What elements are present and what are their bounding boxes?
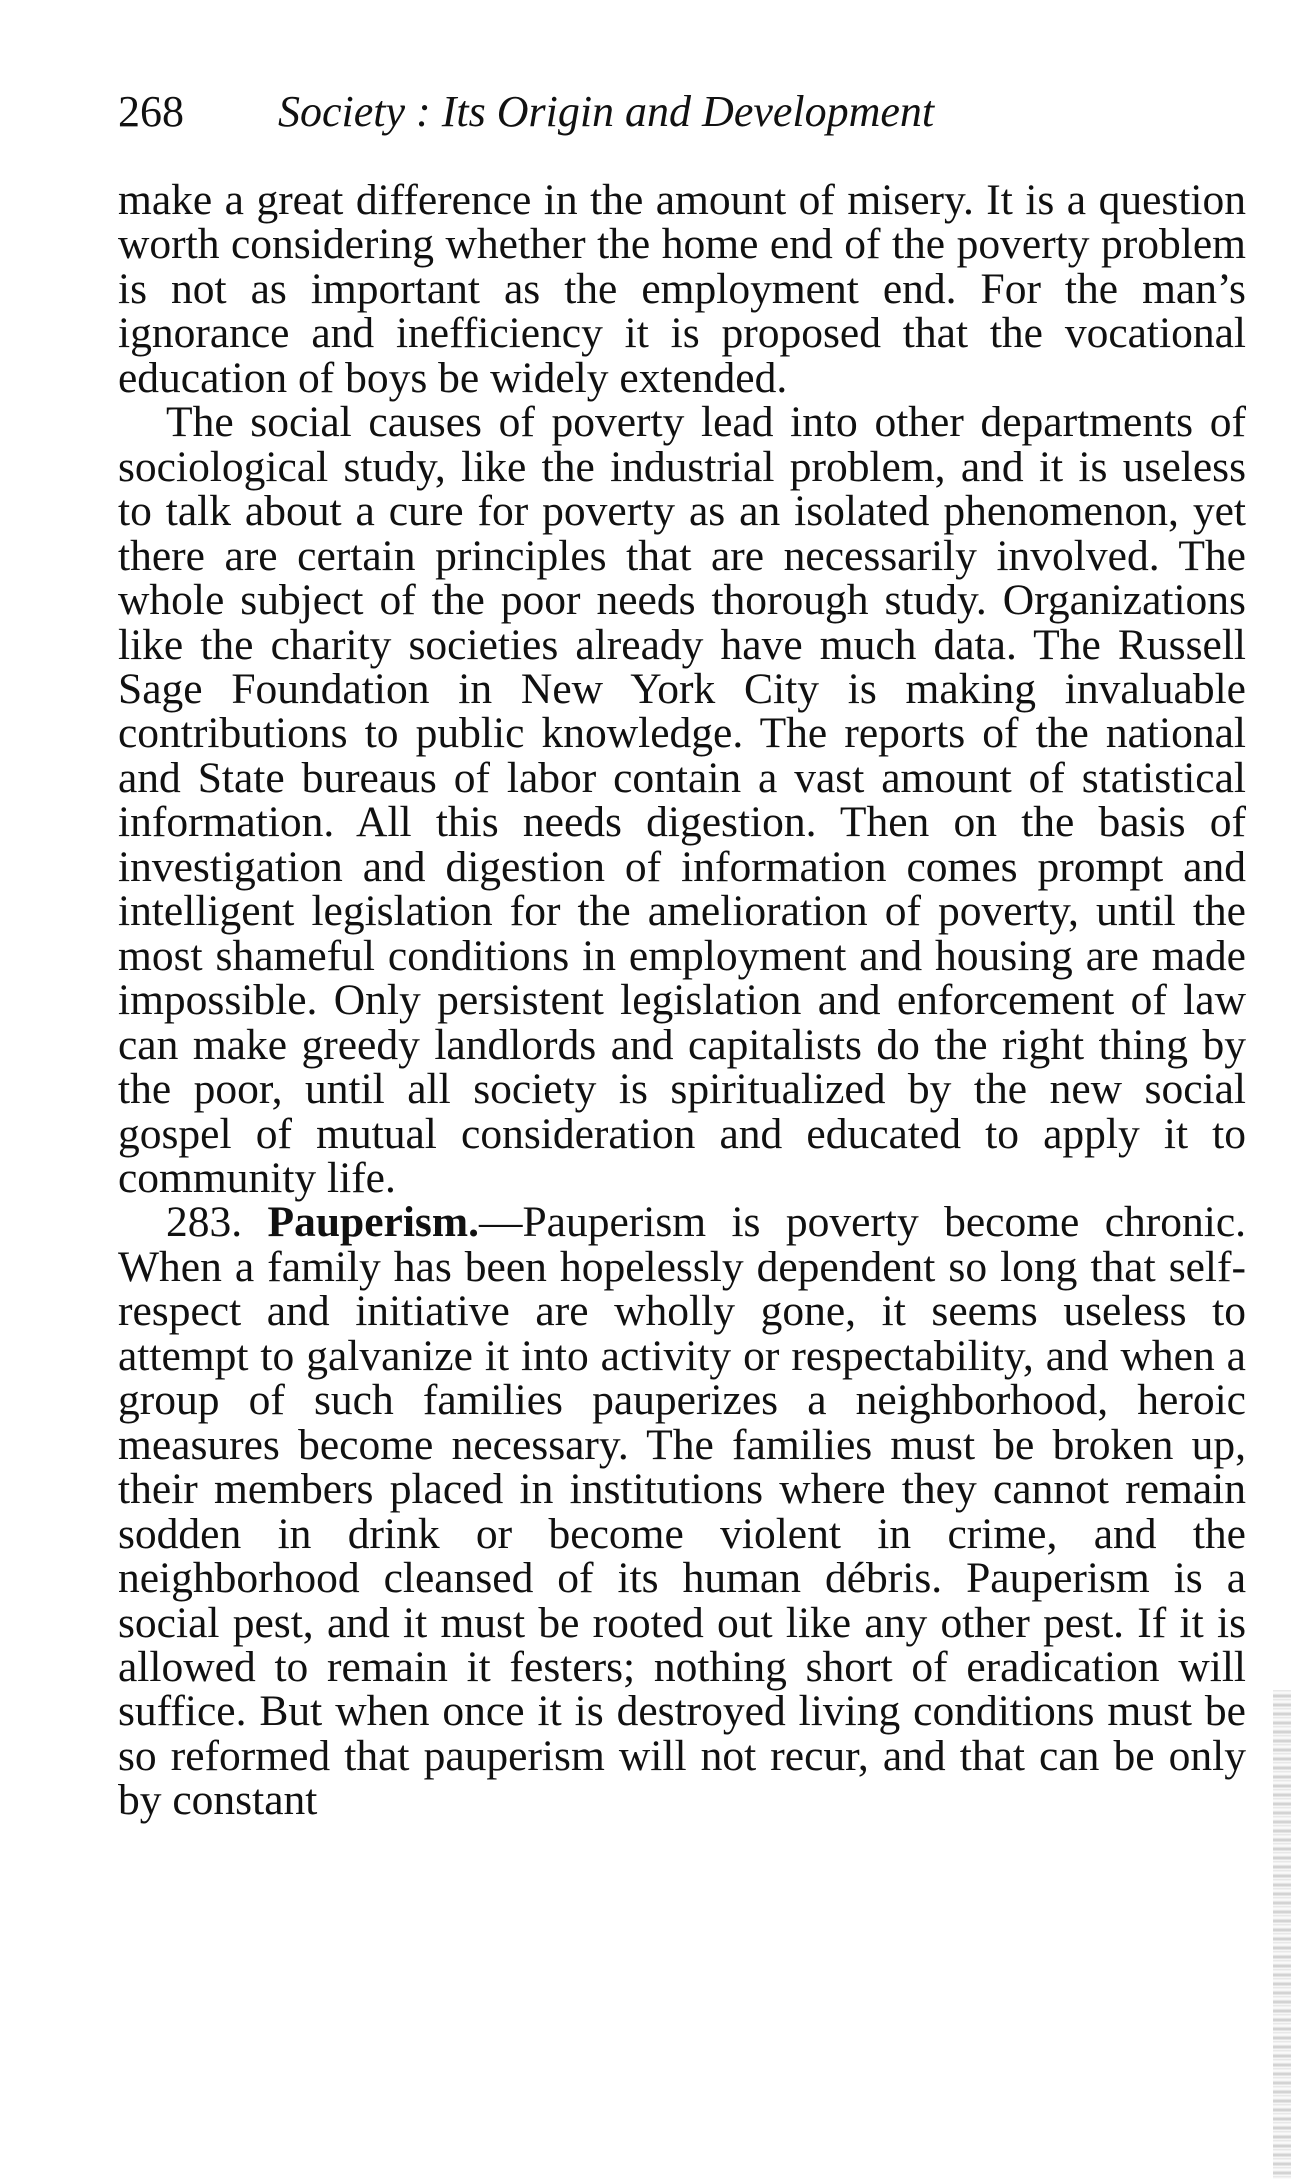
running-title: Society : Its Origin and Development <box>278 87 935 136</box>
page-header <box>118 82 1078 142</box>
page-number: 268 <box>118 87 184 136</box>
paragraph-pauperism-text: —Pauperism is poverty become chronic. When a family has been hopelessly dependent so long that self-respect and initiative are wholly gone, it seems useless to attempt to galvanize it into activity or respectability, and when a group of such families pauperizes a neighborhood, heroic measures become necessary. The families must be broken up, their members placed in institutions where they cannot remain sodden in drink or become violent in crime, and the neighborhood cleansed of its human débris. Pauperism is a social pest, and it must be rooted out like any other pest. If it is allowed to remain it festers; nothing short of eradication will suffice. But when once it is destroyed living conditions must be so reformed that pauperism will not recur, and that can be only by constant <box>118 1198 1247 1825</box>
paragraph-pauperism <box>118 1198 1247 1825</box>
text-body <box>118 178 1246 1823</box>
section-number: 283. <box>166 1198 243 1247</box>
paragraph-social-causes: The social causes of poverty lead into other departments of sociological study, like the industrial problem, and it is useless to talk about a cure for poverty as an isolated phenomenon, yet there are certain principles that are necessarily involved. The whole subject of the poor needs thorough study. Organizations like the charity societies already have much data. The Russell Sage Foundation in New York City is making invaluable contributions to public knowledge. The reports of the national and State bureaus of labor contain a vast amount of statistical information. All this needs digestion. Then on the basis of investigation and digestion of information comes prompt and intelligent legislation for the amelioration of poverty, until the most shameful conditions in employment and housing are made impossible. Only persistent legislation and enforcement of law can make greedy landlords and capitalists do the right thing by the poor, until all society is spiritualized by the new social gospel of mutual consideration and educated to apply it to community life. <box>118 398 1246 1202</box>
page-edge-decoration <box>1273 1690 1291 2179</box>
section-heading: Pauperism. <box>267 1198 479 1247</box>
paragraph-continuation: make a great difference in the amount of misery. It is a question worth considering whether the home end of the poverty problem is not as important as the employment end. For the man’s ignorance and inefficiency it is proposed that the vocational education of boys be widely extended. <box>118 176 1246 402</box>
